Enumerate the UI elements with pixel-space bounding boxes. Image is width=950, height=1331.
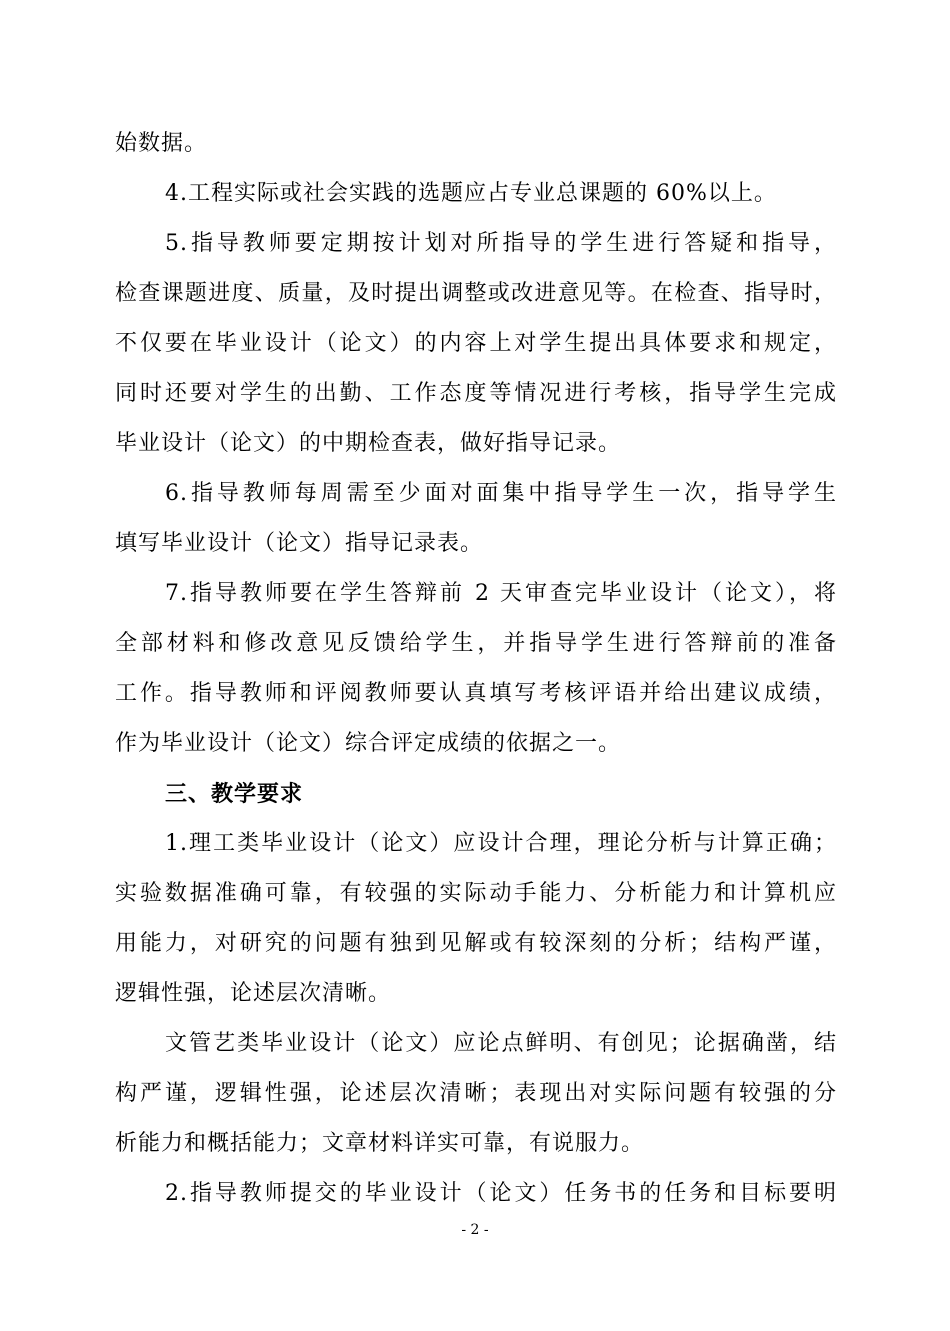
paragraph-line: 7.指导教师要在学生答辩前 2 天审查完毕业设计（论文），将 — [165, 581, 837, 606]
paragraph-line: 4.工程实际或社会实践的选题应占专业总课题的 60%以上。 — [165, 181, 777, 206]
paragraph-line: 2.指导教师提交的毕业设计（论文）任务书的任务和目标要明 — [165, 1181, 837, 1206]
paragraph-line: 构严谨，逻辑性强，论述层次清晰；表现出对实际问题有较强的分 — [115, 1081, 837, 1106]
paragraph-line: 同时还要对学生的出勤、工作态度等情况进行考核，指导学生完成 — [115, 381, 837, 406]
paragraph-line: 用能力，对研究的问题有独到见解或有较深刻的分析；结构严谨， — [115, 931, 837, 956]
paragraph-line: 全部材料和修改意见反馈给学生，并指导学生进行答辩前的准备 — [115, 631, 837, 656]
paragraph-line: 检查课题进度、质量，及时提出调整或改进意见等。在检查、指导时， — [115, 281, 837, 306]
paragraph-line: 始数据。 — [115, 131, 208, 156]
paragraph-line: 逻辑性强，论述层次清晰。 — [115, 981, 392, 1006]
paragraph-line: 填写毕业设计（论文）指导记录表。 — [115, 531, 484, 556]
page-number: - 2 - — [461, 1222, 489, 1238]
section-heading: 三、教学要求 — [165, 781, 304, 807]
paragraph-line: 作为毕业设计（论文）综合评定成绩的依据之一。 — [115, 731, 622, 756]
paragraph-line: 工作。指导教师和评阅教师要认真填写考核评语并给出建议成绩， — [115, 681, 837, 706]
paragraph-line: 毕业设计（论文）的中期检查表，做好指导记录。 — [115, 431, 622, 456]
paragraph-line: 不仅要在毕业设计（论文）的内容上对学生提出具体要求和规定， — [115, 331, 837, 356]
paragraph-line: 6.指导教师每周需至少面对面集中指导学生一次，指导学生 — [165, 481, 837, 506]
paragraph-line: 析能力和概括能力；文章材料详实可靠，有说服力。 — [115, 1131, 645, 1156]
paragraph-line: 实验数据准确可靠，有较强的实际动手能力、分析能力和计算机应 — [115, 881, 837, 906]
paragraph-line: 5.指导教师要定期按计划对所指导的学生进行答疑和指导， — [165, 231, 837, 256]
paragraph-line: 文管艺类毕业设计（论文）应论点鲜明、有创见；论据确凿，结 — [165, 1031, 837, 1056]
paragraph-line: 1.理工类毕业设计（论文）应设计合理，理论分析与计算正确； — [165, 831, 837, 856]
